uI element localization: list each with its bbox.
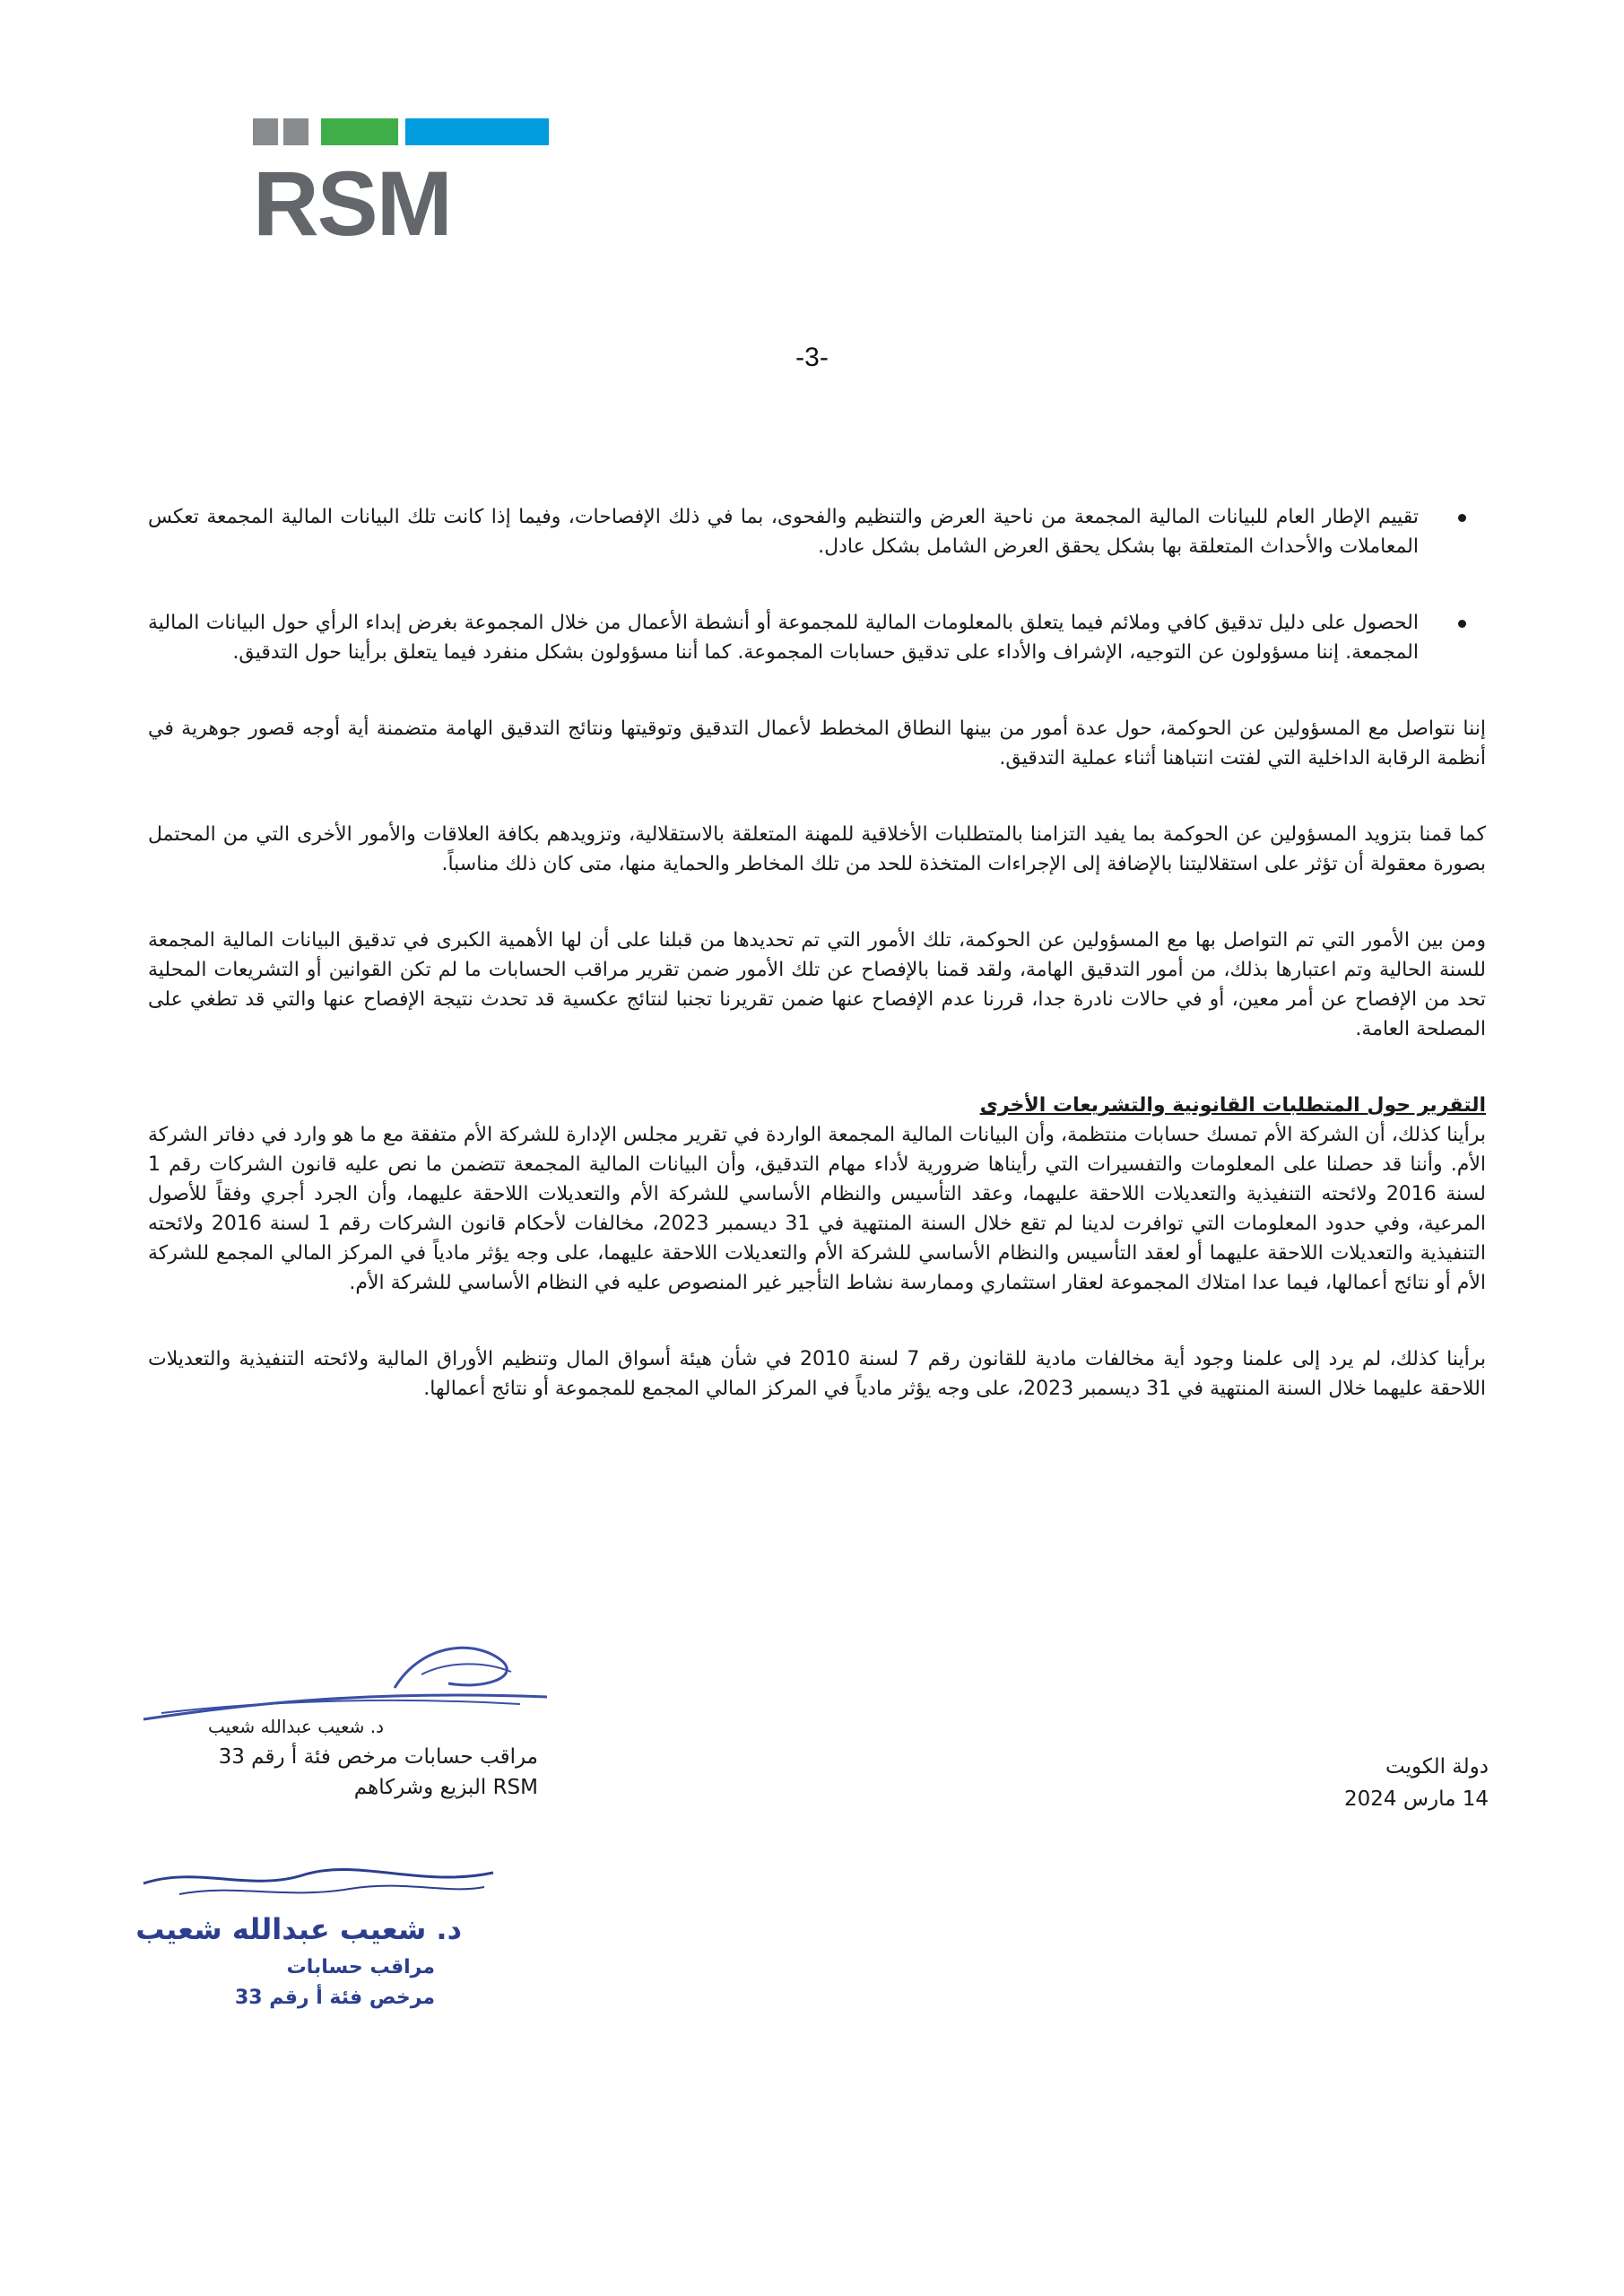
paragraph: ومن بين الأمور التي تم التواصل بها مع المسؤولين عن الحوكمة، تلك الأمور التي تم تحديدها من قبلنا على أن لها الأهمية الكبرى في تدقيق البيانات المالية المجمعة للسنة الحالية وتم اعتبارها بذلك، من أمور التدقيق الهامة، ولقد قمنا بالإفصاح عن تلك الأمور ضمن تقرير مراقب الحسابات ما لم تكن القوانين أو التشريعات المحلية تحد من الإفصاح عن أمر معين، أو في حالات نادرة جدا، قررنا عدم الإفصاح عنها ضمن تقريرنا تجنبا لنتائج عكسية قد تحدث نتيجة الإفصاح عنها والتي قد تطغي على المصلحة العامة. <box>148 929 1486 1040</box>
bullet-text: الحصول على دليل تدقيق كافي وملائم فيما يتعلق بالمعلومات المالية للمجموعة أو أنشطة الأعمال من خلال المجموعة بغرض إبداء الرأي حول البيانات المالية المجمعة. إننا مسؤولون عن التوجيه، الإشراف والأداء على تدقيق حسابات المجموعة. كما أننا مسؤولون بشكل منفرد فيما يتعلق برأينا حول التدقيق. <box>148 612 1419 664</box>
auditor-firm: RSM البزيع وشركاهم <box>353 1776 538 1799</box>
auditor-stamp <box>126 1848 520 2027</box>
section-heading: التقرير حول المتطلبات القانونية والتشريعات الأخرى <box>979 1094 1486 1117</box>
auditor-signature-block <box>135 1711 538 1803</box>
logo-bar-blue <box>405 118 549 145</box>
auditor-name: د. شعيب عبدالله شعيب <box>208 1716 384 1737</box>
stamp-title: مراقب حسابات <box>286 1956 435 1979</box>
bullet-text: تقييم الإطار العام للبيانات المالية المجمعة من ناحية العرض والتنظيم والفحوى، بما في ذلك الإفصاحات، وفيما إذا كانت تلك البيانات المالية المجمعة تعكس المعاملات والأحداث المتعلقة بها بشكل يحقق العرض الشامل بشكل عادل. <box>148 506 1419 558</box>
stamp-name: د. شعيب عبدالله شعيب <box>135 1912 462 1946</box>
paragraph: إننا نتواصل مع المسؤولين عن الحوكمة، حول عدة أمور من بينها النطاق المخطط لأعمال التدقيق وتوقيتها ونتائج التدقيق الهامة متضمنة أية أوجه قصور جوهرية في أنظمة الرقابة الداخلية التي لفتت انتباهنا أثناء عملية التدقيق. <box>148 718 1486 770</box>
stamp-license: مرخص فئة أ رقم 33 <box>234 1987 435 2009</box>
rsm-logo <box>253 118 549 255</box>
report-date: 14 مارس 2024 <box>1344 1787 1489 1811</box>
legal-paragraph: برأينا كذلك، لم يرد إلى علمنا وجود أية مخالفات مادية للقانون رقم 7 لسنة 2010 في شأن هيئة أسواق المال وتنظيم الأوراق المالية ولائحته التنفيذية والتعديلات اللاحقة عليهما خلال السنة المنتهية في 31 ديسمبر 2023، على وجه يؤثر مادياً في المركز المالي المجمع للمجموعة أو نتائج أعمالها. <box>148 1348 1486 1400</box>
page-number: -3- <box>795 343 829 372</box>
auditor-license: مراقب حسابات مرخص فئة أ رقم 33 <box>218 1745 538 1769</box>
bullet-dot-icon <box>1458 620 1466 628</box>
place: دولة الكويت <box>1385 1755 1489 1779</box>
bullet-dot-icon <box>1458 514 1466 522</box>
logo-text: RSM <box>253 152 451 255</box>
logo-bar-grey-2 <box>283 118 308 145</box>
place-date-block <box>1273 1751 1489 1815</box>
legal-paragraph: برأينا كذلك، أن الشركة الأم تمسك حسابات منتظمة، وأن البيانات المالية المجمعة الواردة في تقرير مجلس الإدارة للشركة الأم متفقة مع ما هو وارد في دفاتر الشركة الأم. وأننا قد حصلنا على المعلومات والتفسيرات التي رأيناها ضرورية لأداء مهام التدقيق، وأن البيانات المالية المجمعة تتضمن ما نص عليه قانون الشركات رقم 1 لسنة 2016 ولائحته التنفيذية والتعديلات اللاحقة عليهما، وعقد التأسيس والنظام الأساسي للشركة الأم والتعديلات اللاحقة عليهما، وأن الجرد أجري وفقاً للأصول المرعية، وفي حدود المعلومات التي توافرت لدينا لم تقع خلال السنة المنتهية في 31 ديسمبر 2023، مخالفات لأحكام قانون الشركات رقم 1 لسنة 2016 ولائحته التنفيذية والتعديلات اللاحقة عليهما أو لعقد التأسيس والنظام الأساسي للشركة الأم والتعديلات اللاحقة عليهما، على وجه يؤثر مادياً في المركز المالي المجمع للشركة الأم أو نتائج أعمالها، فيما عدا امتلاك المجموعة لعقار استثماري وممارسة نشاط التأجير غير المنصوص عليه في النظام الأساسي للشركة الأم. <box>148 1124 1487 1294</box>
logo-bar-green <box>321 118 398 145</box>
bullet-item <box>148 502 1486 561</box>
logo-bar-grey-1 <box>253 118 278 145</box>
bullet-item <box>148 608 1486 667</box>
paragraph: كما قمنا بتزويد المسؤولين عن الحوكمة بما يفيد التزامنا بالمتطلبات الأخلاقية للمهنة المتعلقة بالاستقلالية، وتزويدهم بكافة العلاقات والأمور الأخرى التي من المحتمل بصورة معقولة أن تؤثر على استقلاليتنا بالإضافة إلى الإجراءات المتخذة للحد من تلك المخاطر والحماية منها، متى كان ذلك مناسباً. <box>148 823 1486 875</box>
report-body <box>148 502 1486 1450</box>
